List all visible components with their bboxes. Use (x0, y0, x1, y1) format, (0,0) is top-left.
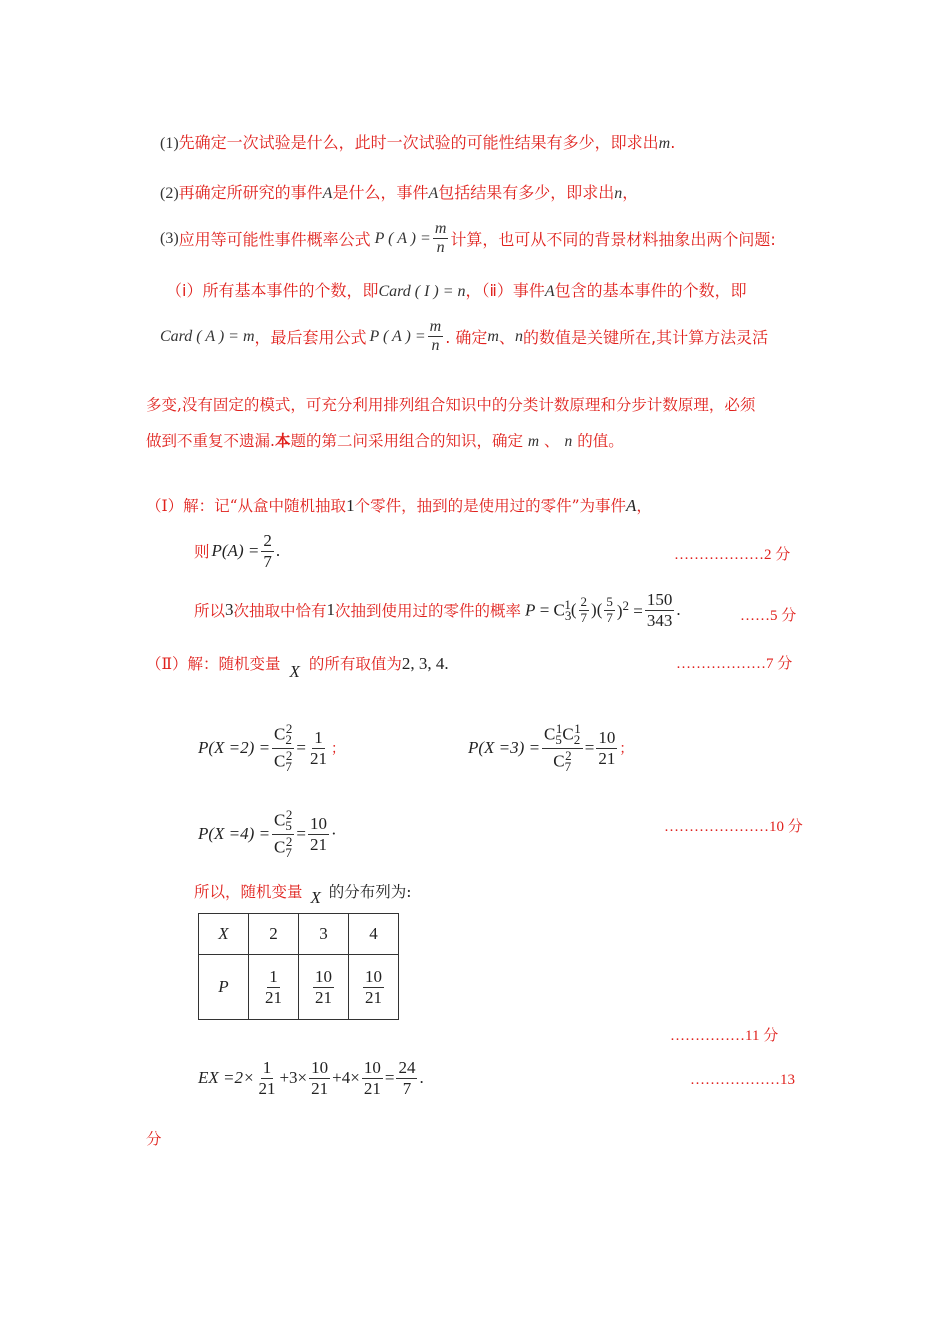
step-4-var: A (544, 283, 555, 300)
part1-three: 3 (225, 600, 234, 620)
ex-end: . (419, 1068, 424, 1088)
part1-then: 则 (194, 543, 210, 562)
step-5-fraction (428, 318, 444, 356)
step-3-formula: P ( A ) = (374, 229, 431, 247)
step-3-text-b: 计算，也可从不同的背景材料抽象出两个问题: (450, 230, 776, 250)
table-cell: 2 (249, 914, 299, 955)
px2-lhs: P(X =2) = (198, 738, 271, 758)
step-2 (160, 180, 638, 203)
fraction-denominator: 21 (363, 1078, 381, 1098)
part1-one-b: 1 (326, 600, 336, 620)
ex-frac-1 (256, 1058, 277, 1098)
step-3 (160, 220, 776, 258)
fraction-numerator: 1 (262, 1058, 272, 1077)
fraction-numerator: 10 (365, 966, 382, 986)
step-2-number: (2) (160, 185, 179, 202)
score-11: ……………11 分 (670, 1028, 779, 1044)
distribution-heading-b: 的分布列为: (328, 883, 412, 901)
distribution-heading-a: 所以，随机变量 (194, 883, 303, 901)
step-4-text-a: （ⅰ）所有基本事件的个数，即 (166, 281, 379, 300)
sup: 2 (285, 721, 293, 736)
px4-end: · (330, 824, 337, 844)
paragraph-text-b: 题的第二问采用组合的知识，确定 (290, 432, 523, 450)
step-5 (160, 318, 768, 356)
fraction-denominator: 21 (265, 987, 282, 1007)
score-7: ………………7 分 (676, 656, 793, 672)
px3-comb: $\frac{C_5^1C_2^1}{C_7^2}$ (544, 721, 581, 775)
step-4-text-c: 包含的基本事件的个数，即 (554, 281, 747, 300)
score-5: ……5 分 (740, 608, 797, 624)
row-label-p: P (218, 977, 229, 996)
table-row (199, 955, 399, 1020)
sup: 2 (285, 807, 293, 822)
fraction-numerator: m (433, 220, 449, 239)
fraction-denominator: n (431, 337, 440, 355)
paragraph-var-n: n (564, 433, 573, 450)
fraction-numerator: 10 (363, 1058, 381, 1077)
sub: 5 (285, 818, 292, 834)
header-x: X (218, 924, 229, 943)
sub: 7 (285, 759, 292, 775)
distribution-table (198, 913, 399, 1020)
frac-150-343 (645, 590, 675, 630)
fraction-numerator: 10 (309, 814, 327, 834)
fraction-denominator: 21 (309, 834, 327, 854)
step-2-var-n: n (614, 185, 623, 202)
ex-mid-1: +3× (279, 1068, 308, 1088)
ex-lhs: EX =2× (198, 1068, 255, 1088)
part1-pa: P(A) = (211, 541, 260, 561)
step-5-text-a: ，最后套用公式 (254, 328, 367, 348)
px3-formula: P(X =3) = $\frac{C_5^1C_2^1}{C_7^2}$ = $\frac{10}{21}$ ； (468, 721, 634, 775)
c-sub: 3 (564, 607, 572, 623)
step-2-text-c: 包括结果有多少，即求出 (438, 183, 615, 202)
fraction-numerator: 10 (315, 966, 332, 986)
step-2-text-a: 再确定所研究的事件 (178, 183, 323, 202)
fraction-numerator: 2 (263, 531, 272, 550)
table-row (199, 914, 399, 955)
ex-eq: = (384, 1068, 395, 1088)
step-3-fraction (433, 220, 449, 258)
distribution-heading (194, 880, 412, 907)
part1-line2-end: . (275, 541, 281, 561)
px2-comb: $\frac{C_2^2}{C_7^2}$ (274, 721, 293, 775)
fraction-denominator: 7 (606, 609, 613, 625)
px3-end: ； (619, 742, 634, 758)
paragraph-bold: 本 (274, 431, 291, 450)
step-5-sep: 、 (498, 328, 515, 348)
step-4-text-b: ，（ⅱ）事件 (465, 281, 545, 300)
sup: 1 (574, 721, 581, 736)
px4-formula: P(X =4) = $\frac{C_5^2}{C_7^2}$ = $\frac{10}{21}$ · (198, 807, 337, 861)
part1-text-c: 次抽到使用过的零件的概率 (335, 602, 522, 621)
ex-mid-2: +4× (332, 1068, 360, 1088)
table-cell (349, 955, 399, 1020)
part1-pa-fraction (261, 531, 274, 571)
frac-2-7 (579, 595, 590, 626)
score-13-unit: 分 (146, 1130, 162, 1148)
table-cell: 4 (349, 914, 399, 955)
part1-one: 1 (346, 496, 355, 515)
fraction-denominator: n (436, 239, 445, 257)
ex-result (396, 1058, 417, 1098)
sub: 2 (573, 732, 581, 748)
part2-var: X (289, 662, 300, 681)
part1-text-b: 次抽取中恰有 (233, 602, 327, 621)
step-5-formula-card: Card ( A ) = m (160, 327, 255, 345)
px4-lhs: P(X =4) = (198, 824, 271, 844)
fraction-numerator: 2 (580, 593, 588, 609)
fraction-denominator: 7 (263, 551, 272, 571)
part2-heading-b: 的所有取值为 (308, 655, 402, 673)
square: 2 (622, 598, 630, 614)
step-5-text-b: . 确定 (445, 328, 488, 348)
step-2-text-b: 是什么，事件 (332, 183, 429, 202)
step-5-text-c: 的数值是关键所在,其计算方法灵活 (523, 328, 769, 348)
expectation-formula (198, 1058, 424, 1098)
table-cell (199, 914, 249, 955)
step-1-text: 先确定一次试验是什么，此时一次试验的可能性结果有多少，即求出 (178, 133, 659, 152)
step-5-var-m: m (487, 327, 499, 345)
ex-frac-3 (362, 1058, 383, 1098)
part1-formula: $P = C_3^1$ (525, 596, 572, 623)
part2-heading-a: （Ⅱ）解：随机变量 (146, 655, 281, 673)
px3-lhs: P(X =3) = (468, 738, 541, 758)
fraction-numerator: 10 (598, 728, 616, 748)
distribution-var: X (310, 888, 321, 907)
sup: 2 (285, 747, 293, 763)
px3-result (596, 728, 617, 768)
ex-frac-2 (309, 1058, 330, 1098)
paragraph-line-2 (146, 429, 624, 451)
table-cell (249, 955, 299, 1020)
paragraph-text-a: 做到不重复不遗漏. (146, 432, 275, 450)
part2-heading (146, 652, 449, 681)
part1-line3: 所以 3 次抽取中恰有 1 次抽到使用过的零件的概率 $P = C_3^1$ ( $\frac{2}{7}$ )( $\frac{5}{7}$ )$^2$ = $\frac{150}{343}$ . (194, 590, 681, 630)
px4-comb: $\frac{C_5^2}{C_7^2}$ (274, 807, 293, 861)
part1-line2 (194, 531, 280, 571)
sup: 1 (555, 721, 563, 736)
step-1 (160, 130, 675, 153)
fraction-numerator: 1 (269, 966, 278, 986)
sub: 2 (285, 732, 292, 748)
paragraph-text-c: 的值。 (577, 432, 624, 450)
step-4-formula: Card ( I ) = n (378, 283, 466, 300)
fraction-denominator: 21 (258, 1078, 276, 1098)
table-cell: 3 (299, 914, 349, 955)
px4-result (308, 814, 329, 854)
fraction-denominator: 21 (309, 748, 327, 768)
px2-result (308, 728, 329, 768)
table-cell (299, 955, 349, 1020)
c-sup: 1 (564, 596, 571, 612)
score-13: ………………13 (690, 1072, 795, 1088)
step-3-text-a: 应用等可能性事件概率公式 (178, 230, 371, 250)
fraction-numerator: 10 (311, 1058, 329, 1077)
score-2: ………………2 分 (674, 547, 791, 563)
sub: 5 (555, 732, 562, 748)
sup: 2 (565, 747, 572, 763)
part1-heading-a: （Ⅰ）解：记“从盒中随机抽取 (146, 497, 347, 515)
step-2-var-a: A (322, 185, 333, 202)
fraction-numerator: 5 (606, 593, 613, 609)
step-2-var-a2: A (428, 185, 439, 202)
frac-5-7 (604, 595, 615, 626)
part1-heading-end: ， (636, 497, 652, 515)
part1-event: A (626, 496, 637, 515)
fraction-numerator: 1 (314, 728, 323, 748)
sub: 7 (285, 845, 292, 861)
fraction-denominator: 21 (311, 1078, 329, 1098)
fraction-denominator: 21 (365, 987, 382, 1007)
fraction-denominator: 21 (315, 987, 332, 1007)
fraction-denominator: 7 (580, 609, 588, 625)
fraction-denominator: 21 (598, 748, 616, 768)
step-1-end: . (670, 133, 676, 152)
px2-end: ； (330, 742, 345, 758)
sup: 2 (285, 833, 293, 849)
paragraph-var-m: m (527, 433, 540, 450)
part1-so: 所以 (194, 602, 226, 621)
part2-end: . (444, 654, 449, 673)
fraction-denominator: 7 (402, 1078, 412, 1098)
paragraph-line-1: 多变,没有固定的模式，可充分利用排列组合知识中的分类计数原理和分步计数原理，必须 (146, 396, 756, 414)
fraction-numerator: 24 (398, 1058, 416, 1077)
part1-heading-b: 个零件，抽到的是使用过的零件”为事件 (354, 497, 626, 515)
step-2-end: ， (622, 183, 639, 202)
sub: 7 (564, 759, 572, 775)
part2-values: 2, 3, 4 (401, 654, 445, 673)
fraction-numerator: m (428, 318, 444, 337)
step-4 (166, 278, 747, 301)
fraction-denominator: 343 (646, 610, 673, 630)
paragraph-sep: 、 (544, 432, 560, 450)
table-cell (199, 955, 249, 1020)
step-1-number: (1) (160, 135, 179, 152)
score-10: …………………10 分 (664, 819, 803, 835)
step-1-var: m (658, 135, 671, 152)
fraction-numerator: 150 (646, 590, 673, 609)
px2-formula: P(X =2) = $\frac{C_2^2}{C_7^2}$ = $\frac{1}{21}$ ； (198, 721, 345, 775)
step-5-formula: P ( A ) = (369, 327, 426, 345)
step-5-var-n: n (515, 327, 523, 345)
part1-heading (146, 494, 652, 516)
step-3-number: (3) (160, 229, 179, 247)
